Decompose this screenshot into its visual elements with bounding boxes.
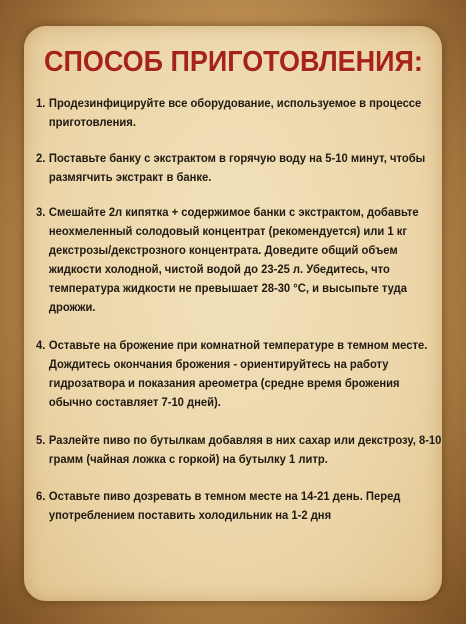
step-number: 1.: [36, 96, 46, 110]
step-text: Поставьте банку с экстрактом в горячую воду на 5-10 минут, чтобы размягчить экстракт в банке.: [48, 151, 426, 184]
step-text: Оставьте на брожение при комнатной температуре в темном месте. Дождитесь окончания брожения - ориентируйтесь на работу гидрозатвора и показания ареометра (средне время брожения обычно составляет 7-10 дней).: [48, 338, 428, 409]
page-title: СПОСОБ ПРИГОТОВЛЕНИЯ:: [44, 46, 423, 78]
step-number: 6.: [36, 489, 46, 503]
step-text: Оставьте пиво дозревать в темном месте на 14-21 день. Перед употреблением поставить холодильник на 1-2 дня: [48, 489, 401, 522]
instruction-step-3: [36, 203, 443, 317]
step-number: 2.: [36, 151, 46, 165]
instruction-step-4: [36, 336, 443, 412]
step-text: Смешайте 2л кипятка + содержимое банки с экстрактом, добавьте неохмеленный солодовый концентрат (рекомендуется) или 1 кг декстрозы/декстрозного концентрата. Доведите общий объем жидкости холодной, чистой водой до 23-25 л. Убедитесь, что температура жидкости не превышает 28-30 °С, и высыпьте туда дрожжи.: [48, 205, 419, 314]
instruction-step-6: [36, 487, 443, 525]
step-number: 5.: [36, 433, 46, 447]
step-text: Разлейте пиво по бутылкам добавляя в них сахар или декстрозу, 8-10 грамм (чайная ложка с горкой) на бутылку 1 литр.: [48, 433, 442, 466]
instruction-list: [36, 94, 442, 525]
step-number: 4.: [36, 338, 46, 352]
step-number: 3.: [36, 205, 46, 219]
instruction-step-2: [36, 149, 443, 187]
instruction-step-1: [36, 94, 443, 132]
instruction-step-5: [36, 431, 443, 469]
step-text: Продезинфицируйте все оборудование, используемое в процессе приготовления.: [48, 96, 422, 129]
